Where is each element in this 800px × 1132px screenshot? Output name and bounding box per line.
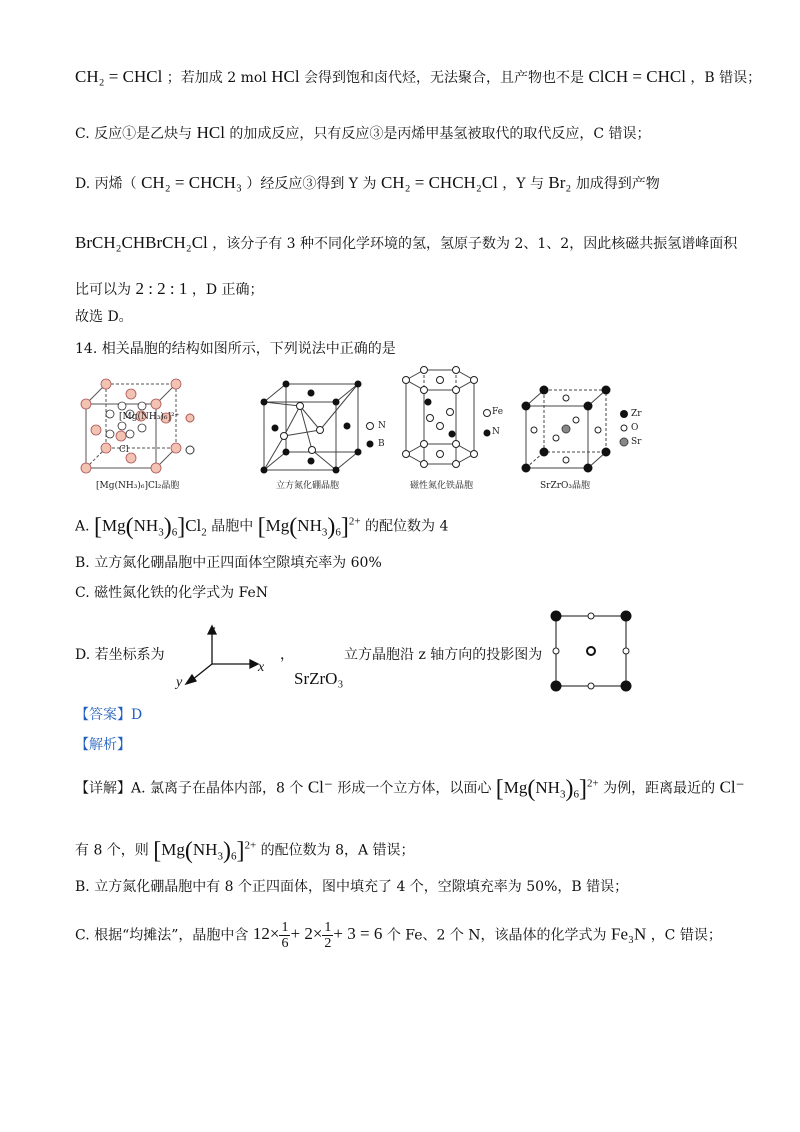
formula-clchchcl: ClCH = CHCl [588,67,686,86]
option-b: B. 立方氮化硼晶胞中正四面体空隙填充率为 60% [75,555,382,571]
question-14: 14. 相关晶胞的结构如图所示，下列说法中正确的是 [75,341,396,357]
option-a [75,510,448,543]
formula-mg-complex-cl2: $[Mg(NH_3)_6]Cl_2$ [94,513,207,540]
figure-mg-nh3-cell [80,378,200,473]
fig2-caption: 立方氮化硼晶胞 [276,481,340,491]
option-d-text-1: D. 若坐标系为 [75,647,165,663]
text: ，B 错误； [690,70,762,86]
text: ，该分子有 3 种不同化学环境的氢，氢原子数为 2、1、2，因此核磁共振氢谱峰面积 [212,236,738,252]
detail-c [75,920,722,951]
figure-boron-nitride-cell [258,380,368,475]
fig4-legend-3: Sr [631,437,642,447]
text: 比可以为 [75,282,131,298]
fig4-legend-1: Zr [631,409,642,419]
solution-line-4 [75,232,737,255]
calc-tail: + 3 = 6 [333,924,383,944]
formula-br2: Br₂ [548,173,572,192]
text: 加成得到产物 [575,176,660,192]
fraction: $\frac{1}{2}$ [324,920,332,951]
conclusion: 故选 D。 [75,309,133,325]
fig2-legend-1: N [378,421,386,431]
fig2-legend-2: B [378,439,385,449]
analysis-heading: 【解析】 [75,737,131,753]
axis-z-label: z [210,623,216,638]
formula-calculation: 12× $\frac{1}{6}$ + 2× $\frac{1}{2}$ + 3 = 6 [252,920,383,951]
formula-y: CH₂ = CHCH₂Cl [380,173,498,192]
axis-y-label: y [176,675,183,690]
answer: 【答案】D [75,707,143,723]
projection-diagram [550,610,632,692]
detail-b: B. 立方氮化硼晶胞中有 8 个正四面体，图中填充了 4 个，空隙填充率为 50%，B 错误； [75,879,629,895]
formula-srzro3: SrZrO₃ [294,669,344,688]
text: 的配位数为 4 [365,518,449,535]
formula-fe3n: Fe₃N [611,924,647,944]
text: 晶胞中 [211,518,254,535]
fig1-legend-1: [Mg(NH₃)₆]²⁺ [119,412,180,422]
formula-cl-ion: Cl⁻ [307,777,333,797]
formula-product: BrCH₂CHBrCH₂Cl [75,233,208,252]
fig3-legend-2: N [492,427,500,437]
option-c: C. 磁性氮化铁的化学式为 FeN [75,585,269,601]
text: 为例，距离最近的 [603,780,716,797]
coordinate-axes-icon [176,624,266,690]
detail-a-line-2 [75,834,415,867]
formula-hcl: HCl [271,67,300,86]
figure-iron-nitride-cell [400,364,480,474]
text: ，C 错误； [650,927,722,944]
solution-line-1 [75,66,761,89]
option-d-text-2: ， [280,647,294,663]
text: ；若加成 2 mol [166,70,267,86]
formula-mg-complex-ion: $[Mg(NH_3)_6]^{2+}$ [257,513,361,540]
solution-line-3 [75,172,660,195]
fig3-legend-marks [482,408,492,438]
fig3-legend-1: Fe [492,407,504,417]
fig4-caption: SrZrO₃晶胞 [540,481,591,491]
text: ，Y 与 [502,176,544,192]
detail-a-line-1 [75,772,745,805]
formula-ch2chcl: CH₂ = CHCl [75,67,163,86]
text: C. 根据“均摊法”，晶胞中含 [75,927,249,944]
solution-line-2 [75,122,651,145]
figure-srzro3-cell [520,384,645,474]
fig1-legend-2: Cl [119,445,129,455]
fig1-caption: [Mg(NH₃)₆]Cl₂晶胞 [96,481,180,491]
text: 会得到饱和卤代烃，无法聚合，且产物也不是 [304,70,585,86]
text: 形成一个立方体，以面心 [337,780,492,797]
formula-propene: CH₂ = CHCH₃ [141,173,242,192]
formula-cl-ion: Cl⁻ [719,777,745,797]
formula-mg-complex-ion: $[Mg(NH_3)_6]^{2+}$ [495,775,599,802]
solution-line-5 [75,278,264,301]
formula-ratio: 2 : 2 : 1 [135,279,188,298]
text: ，D 正确； [191,282,264,298]
text: D. 丙烯（ [75,176,137,192]
label: A. [75,518,90,535]
option-d-text-3: 立方晶胞沿 z 轴方向的投影图为 [344,647,543,663]
fig4-legend-2: O [631,423,639,433]
text: ）经反应③得到 Y 为 [246,176,377,192]
text: 的配位数为 8，A 错误； [260,842,415,859]
fig3-caption: 磁性氮化铁晶胞 [410,481,474,491]
formula-hcl: HCl [196,123,225,142]
formula-mg-complex-ion: $[Mg(NH_3)_6]^{2+}$ [153,837,257,864]
text: 个 Fe、2 个 N，该晶体的化学式为 [386,927,607,944]
text: 的加成反应，只有反应③是丙烯甲基氢被取代的取代反应，C 错误； [229,126,651,142]
text: C. 反应①是乙炔与 [75,126,193,142]
text: 有 8 个，则 [75,842,149,859]
axis-x-label: x [258,660,265,675]
text: 【详解】A. 氯离子在晶体内部，8 个 [75,780,304,797]
fraction: $\frac{1}{6}$ [281,920,289,951]
